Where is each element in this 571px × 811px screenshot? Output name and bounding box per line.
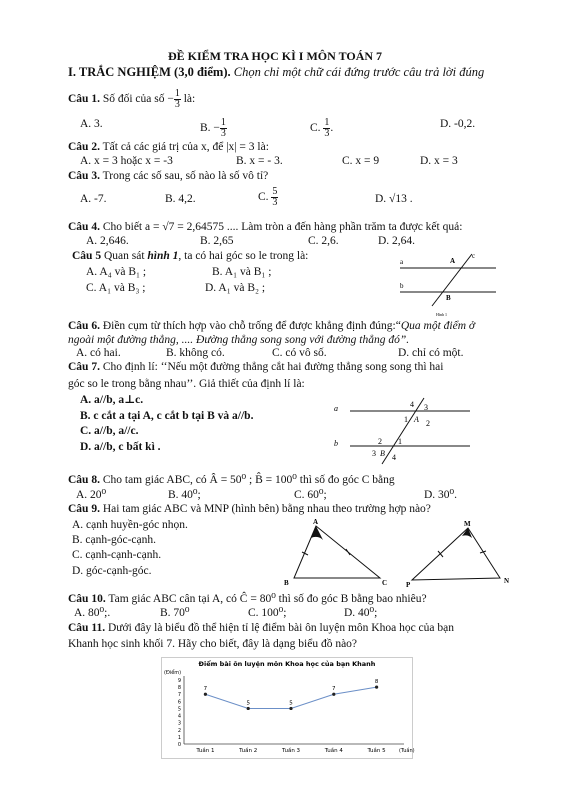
- y-tick-label: 6: [177, 699, 181, 706]
- q4-option-b: B. 2,65: [200, 235, 234, 247]
- q7-option-a: A. a//b, a⊥c.: [80, 394, 144, 406]
- q2-option-d: D. x = 3: [420, 155, 458, 167]
- q6-option-b: B. không có.: [166, 347, 225, 359]
- q2-stem: Câu 2. Tất cả các giá trị của x, để |x| = 3 là:: [68, 141, 269, 153]
- svg-text:A: A: [313, 518, 319, 526]
- q3-option-b: B. 4,2.: [165, 193, 196, 205]
- data-label: 5: [246, 700, 250, 707]
- svg-text:A: A: [450, 257, 456, 265]
- q5-stem: Câu 5 Quan sát hình 1, ta có hai góc so le trong là:: [72, 250, 309, 262]
- x-tick-label: Tuần 3: [281, 748, 301, 754]
- q4-option-a: A. 2,646.: [86, 235, 129, 247]
- q4-option-c: C. 2,6.: [308, 235, 339, 247]
- q1-option-c: C. $\frac{1}{3}$ .: [310, 117, 334, 139]
- svg-text:B: B: [284, 579, 289, 587]
- q7-option-c: C. a//b, a//c.: [80, 425, 139, 437]
- q2-option-a: A. x = 3 hoặc x = -3: [80, 155, 173, 167]
- q8-option-b: B. 40⁰;: [168, 489, 201, 501]
- x-tick-label: Tuần 2: [239, 748, 258, 754]
- q7-option-d: D. a//b, c bất kì .: [80, 441, 161, 453]
- svg-text:2: 2: [378, 437, 382, 446]
- svg-text:A: A: [414, 415, 419, 424]
- data-point: [289, 707, 292, 710]
- q1-option-d: D. -0,2.: [440, 118, 476, 130]
- q3-option-c: C. $\frac{5}{3}$: [258, 186, 278, 208]
- q9-option-a: A. cạnh huyền-góc nhọn.: [72, 519, 188, 531]
- figure-q7: [330, 398, 480, 466]
- data-label: 5: [289, 700, 293, 707]
- svg-text:1: 1: [404, 415, 408, 424]
- svg-text:b: b: [334, 439, 338, 448]
- data-label: 8: [374, 679, 379, 686]
- svg-text:4: 4: [392, 453, 396, 462]
- svg-text:2: 2: [426, 419, 430, 428]
- q7-option-b: B. c cắt a tại A, c cắt b tại B và a//b.: [80, 410, 254, 422]
- q5-option-a: A. A₄ và B₁ ;: [86, 266, 147, 278]
- svg-text:B: B: [446, 294, 451, 302]
- q10-option-b: B. 70⁰: [160, 607, 190, 619]
- svg-text:a: a: [400, 258, 404, 266]
- y-tick-label: 8: [177, 685, 181, 692]
- q6-option-a: A. có hai.: [76, 347, 121, 359]
- q1-stem: Câu 1. Số đối của số − $\frac{1}{3}$ là:: [68, 88, 196, 110]
- y-tick-label: 1: [177, 734, 181, 741]
- svg-text:B: B: [380, 449, 385, 458]
- q4-option-d: D. 2,64.: [378, 235, 416, 247]
- q8-option-a: A. 20⁰: [76, 489, 107, 501]
- q3-stem: Câu 3. Trong các số sau, số nào là số vô tỉ?: [68, 170, 269, 182]
- x-axis-label: (Tuần): [399, 748, 415, 754]
- q11-stem-line2: Khanh học sinh khối 7. Hãy cho biết, đây là dạng biểu đồ nào?: [68, 638, 358, 650]
- q6-stem-line1: Câu 6. Điền cụm từ thích hợp vào chỗ trống để được khẳng định đúng:“Qua một điểm ở: [68, 320, 476, 332]
- q9-option-c: C. cạnh-cạnh-cạnh.: [72, 549, 162, 561]
- q8-option-c: C. 60⁰;: [294, 489, 327, 501]
- q5-option-d: D. A₁ và B₂ ;: [205, 282, 266, 294]
- chart-title: Điểm bài ôn luyện môn Khoa học của bạn Khanh: [198, 660, 376, 668]
- q10-option-c: C. 100⁰;: [248, 607, 287, 619]
- data-label: 7: [332, 686, 336, 693]
- y-tick-label: 7: [177, 692, 181, 699]
- x-tick-label: Tuần 5: [367, 748, 386, 754]
- q5-option-b: B. A₁ và B₁ ;: [212, 266, 272, 278]
- data-point: [204, 693, 207, 696]
- q9-stem: Câu 9. Hai tam giác ABC và MNP (hình bên) bằng nhau theo trường hợp nào?: [68, 503, 431, 515]
- q3-option-a: A. -7.: [80, 193, 107, 205]
- q10-stem: Câu 10. Tam giác ABC cân tại A, có Ĉ = 80⁰ thì số đo góc B bằng bao nhiêu?: [68, 593, 427, 605]
- q2-option-c: C. x = 9: [342, 155, 380, 167]
- data-point: [247, 707, 250, 710]
- data-point: [332, 693, 335, 696]
- q6-option-c: C. có vô số.: [272, 347, 327, 359]
- q6-stem-line2: ngoài một đường thẳng, .... Đường thẳng song song với đường thẳng đó”.: [68, 334, 410, 346]
- svg-text:3: 3: [372, 449, 376, 458]
- svg-text:3: 3: [424, 403, 428, 412]
- q9-option-b: B. cạnh-góc-cạnh.: [72, 534, 156, 546]
- q2-option-b: B. x = - 3.: [236, 155, 283, 167]
- y-tick-label: 3: [177, 720, 181, 727]
- svg-text:4: 4: [410, 400, 414, 409]
- x-tick-label: Tuần 4: [324, 748, 343, 754]
- y-axis-label: (Điểm): [164, 670, 182, 676]
- line-chart: [161, 657, 413, 759]
- figure-1: [396, 250, 506, 320]
- page-title: ĐỀ KIỂM TRA HỌC KÌ I MÔN TOÁN 7: [168, 49, 383, 63]
- x-tick-label: Tuần 1: [196, 748, 215, 754]
- y-tick-label: 2: [177, 727, 181, 734]
- svg-text:c: c: [472, 252, 476, 260]
- q4-stem: Câu 4. Cho biết a = √7 = 2,64575 .... Làm tròn a đến hàng phần trăm ta được kết quả:: [68, 221, 463, 233]
- q3-option-d: D. √13 .: [375, 193, 413, 205]
- svg-text:b: b: [400, 282, 404, 290]
- fraction: $\frac{1}{3}$: [174, 88, 180, 110]
- q10-option-a: A. 80⁰;.: [74, 607, 111, 619]
- data-label: 7: [203, 686, 208, 693]
- y-tick-label: 5: [177, 706, 181, 713]
- y-tick-label: 4: [177, 713, 181, 720]
- q1-option-a: A. 3.: [80, 118, 103, 130]
- q8-stem: Câu 8. Cho tam giác ABC, có Â = 50⁰ ; B̂ = 100⁰ thì số đo góc C bằng: [68, 474, 395, 486]
- svg-text:1: 1: [398, 437, 402, 446]
- q6-option-d: D. chỉ có một.: [398, 347, 464, 359]
- q9-option-d: D. góc-cạnh-góc.: [72, 565, 152, 577]
- y-tick-label: 9: [177, 678, 181, 684]
- data-point: [375, 686, 378, 689]
- svg-text:Hình 1: Hình 1: [436, 312, 447, 317]
- q7-stem-line1: Câu 7. Cho định lí: ‘‘Nếu một đường thẳng cắt hai đường thẳng song song thì hai: [68, 361, 444, 373]
- svg-text:a: a: [334, 404, 338, 413]
- q11-stem-line1: Câu 11. Dưới đây là biểu đồ thể hiện tỉ lệ điểm bài ôn luyện môn Khoa học của bạn: [68, 622, 454, 634]
- svg-text:C: C: [382, 579, 388, 587]
- figure-q9-triangles: [280, 518, 520, 590]
- q1-option-b: B. − $\frac{1}{3}$: [200, 117, 226, 139]
- y-tick-label: 0: [177, 742, 181, 748]
- q5-option-c: C. A₁ và B₃ ;: [86, 282, 146, 294]
- svg-text:M: M: [464, 520, 471, 528]
- q10-option-d: D. 40⁰;: [344, 607, 378, 619]
- svg-text:N: N: [504, 577, 510, 585]
- svg-text:P: P: [406, 581, 411, 589]
- chart-canvas: [162, 658, 415, 758]
- q7-stem-line2: góc so le trong bằng nhau’’. Giả thiết của định lí là:: [68, 378, 305, 390]
- q8-option-d: D. 30⁰.: [424, 489, 458, 501]
- section-heading: I. TRẮC NGHIỆM (3,0 điểm). Chọn chỉ một chữ cái đứng trước câu trả lời đúng: [68, 65, 485, 79]
